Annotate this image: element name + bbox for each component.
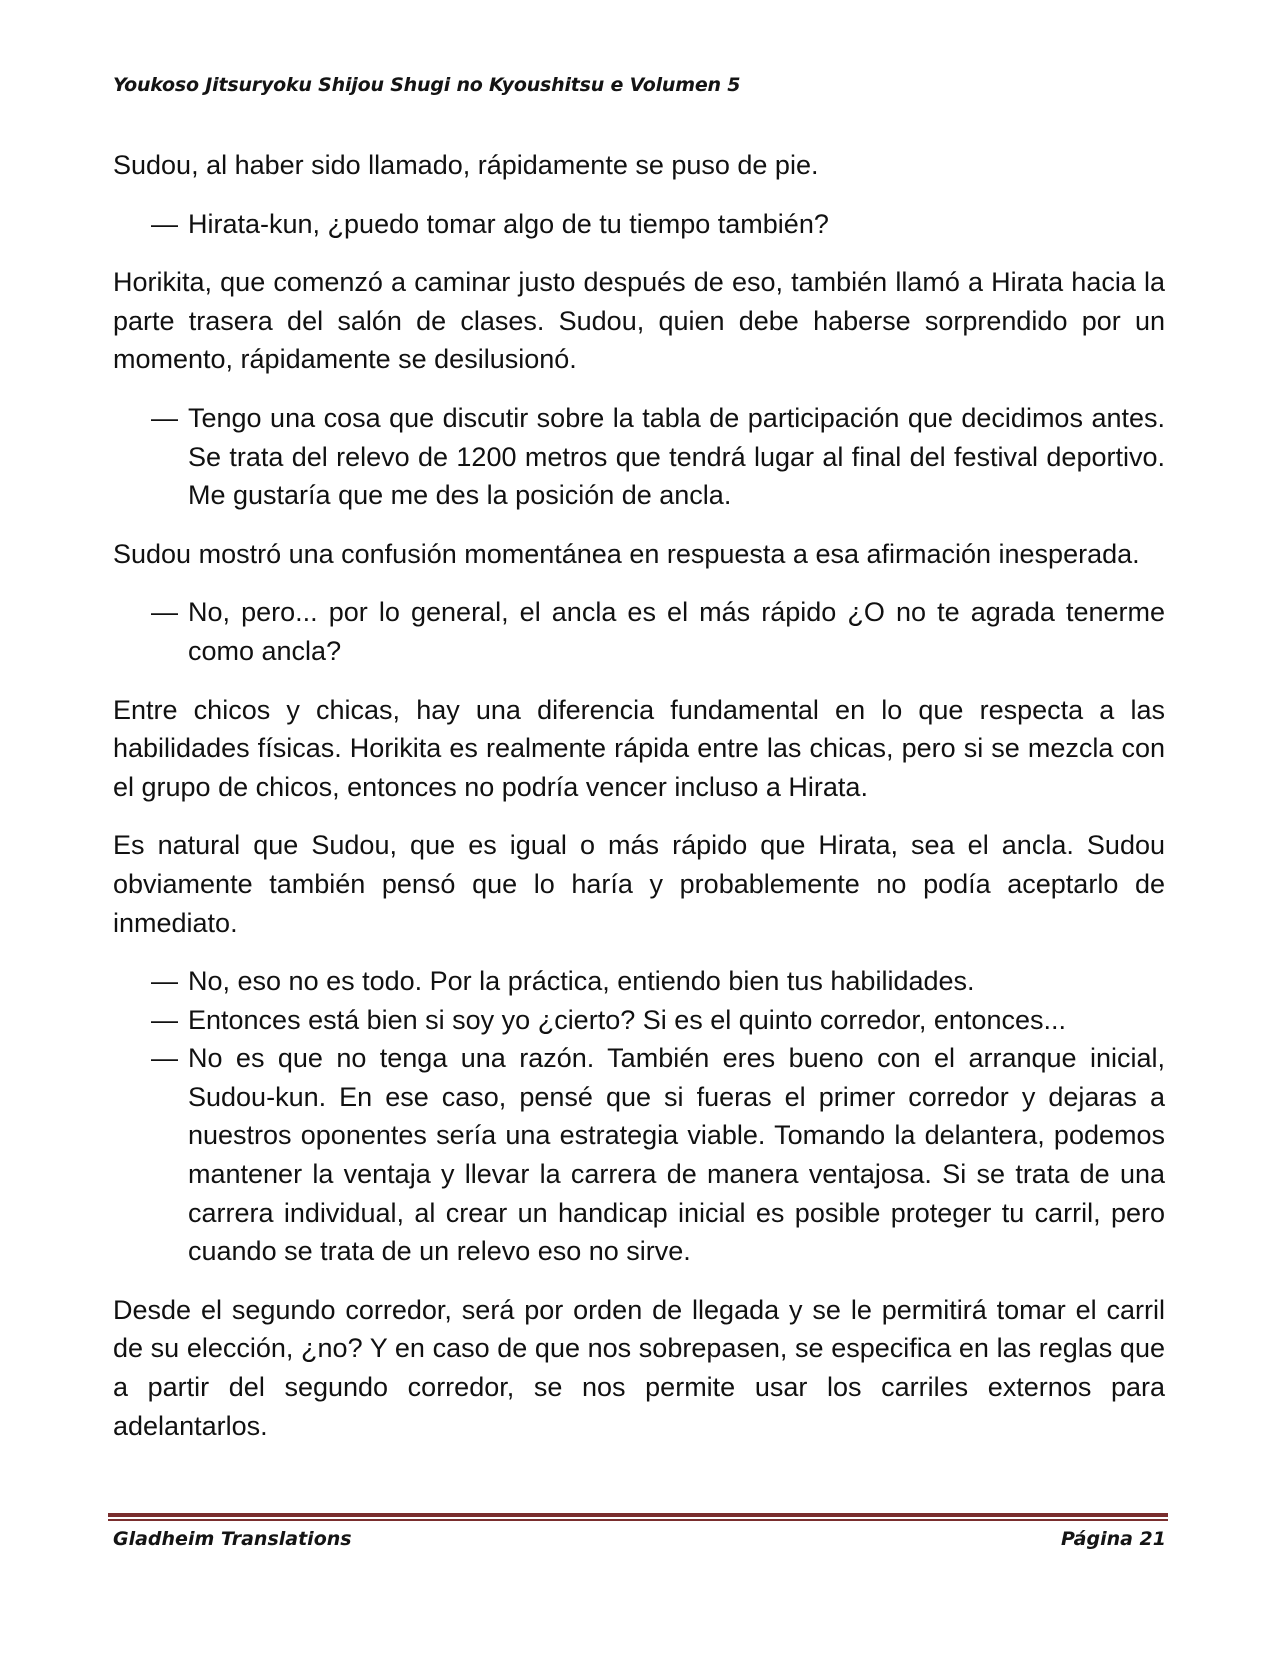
em-dash: — <box>151 966 178 997</box>
dialogue-line <box>113 962 1165 1001</box>
footer-credit: Gladheim Translations <box>113 1528 352 1550</box>
dialogue-text: Entonces está bien si soy yo ¿cierto? Si es el quinto corredor, entonces... <box>188 1004 1066 1035</box>
em-dash: — <box>151 208 178 239</box>
dialogue-text: No, eso no es todo. Por la práctica, entiendo bien tus habilidades. <box>188 966 975 997</box>
paragraph: Sudou mostró una confusión momentánea en respuesta a esa afirmación inesperada. <box>113 538 1140 569</box>
dialogue-block <box>113 205 1165 244</box>
dialogue-text: No es que no tenga una razón. También eres bueno con el arranque inicial, Sudou-kun. En ese caso, pensé que si fueras el primer corredor y dejaras a nuestros oponentes sería una estrategia viable. Tomando la delantera, podemos mantener la ventaja y llevar la carrera de manera ventajosa. Si se trata de una carrera individual, al crear un handicap inicial es posible proteger tu carril, pero cuando se trata de un relevo eso no sirve. <box>188 1043 1165 1267</box>
paragraph: Desde el segundo corredor, será por orden de llegada y se le permitirá tomar el carril de su elección, ¿no? Y en caso de que nos sobrepasen, se especifica en las reglas que a partir del segundo corredor, se nos permite usar los carriles externos para adelantarlos. <box>113 1294 1165 1441</box>
paragraph: Sudou, al haber sido llamado, rápidamente se puso de pie. <box>113 150 819 180</box>
paragraph: Entre chicos y chicas, hay una diferencia fundamental en lo que respecta a las habilidades físicas. Horikita es realmente rápida entre las chicas, pero si se mezcla con el grupo de chicos, entonces no podría vencer incluso a Hirata. <box>113 694 1165 802</box>
footer-divider <box>108 1513 1168 1521</box>
em-dash: — <box>151 1004 178 1035</box>
em-dash: — <box>151 402 178 433</box>
paragraph: Es natural que Sudou, que es igual o más rápido que Hirata, sea el ancla. Sudou obviamente también pensó que lo haría y probablemente no podía aceptarlo de inmediato. <box>113 830 1165 938</box>
dialogue-line <box>113 593 1165 670</box>
page-body <box>113 146 1165 1445</box>
dialogue-line <box>113 1001 1165 1040</box>
paragraph: Horikita, que comenzó a caminar justo después de eso, también llamó a Hirata hacia la parte trasera del salón de clases. Sudou, quien debe haberse sorprendido por un momento, rápidamente se desilusionó. <box>113 267 1165 375</box>
dialogue-text: Hirata-kun, ¿puedo tomar algo de tu tiempo también? <box>188 208 829 239</box>
dialogue-text: No, pero... por lo general, el ancla es el más rápido ¿O no te agrada tenerme como ancla? <box>188 597 1165 666</box>
dialogue-block <box>113 399 1165 515</box>
dialogue-block <box>113 962 1165 1271</box>
em-dash: — <box>151 597 178 628</box>
em-dash: — <box>151 1043 178 1074</box>
running-header: Youkoso Jitsuryoku Shijou Shugi no Kyoushitsu e Volumen 5 <box>113 74 741 96</box>
dialogue-text: Tengo una cosa que discutir sobre la tabla de participación que decidimos antes. Se trata del relevo de 1200 metros que tendrá lugar al final del festival deportivo. Me gustaría que me des la posición de ancla. <box>188 402 1165 511</box>
dialogue-line <box>113 399 1165 515</box>
dialogue-block <box>113 593 1165 670</box>
page-number: Página 21 <box>1060 1528 1166 1550</box>
dialogue-line <box>113 1039 1165 1271</box>
dialogue-line <box>113 205 1165 244</box>
